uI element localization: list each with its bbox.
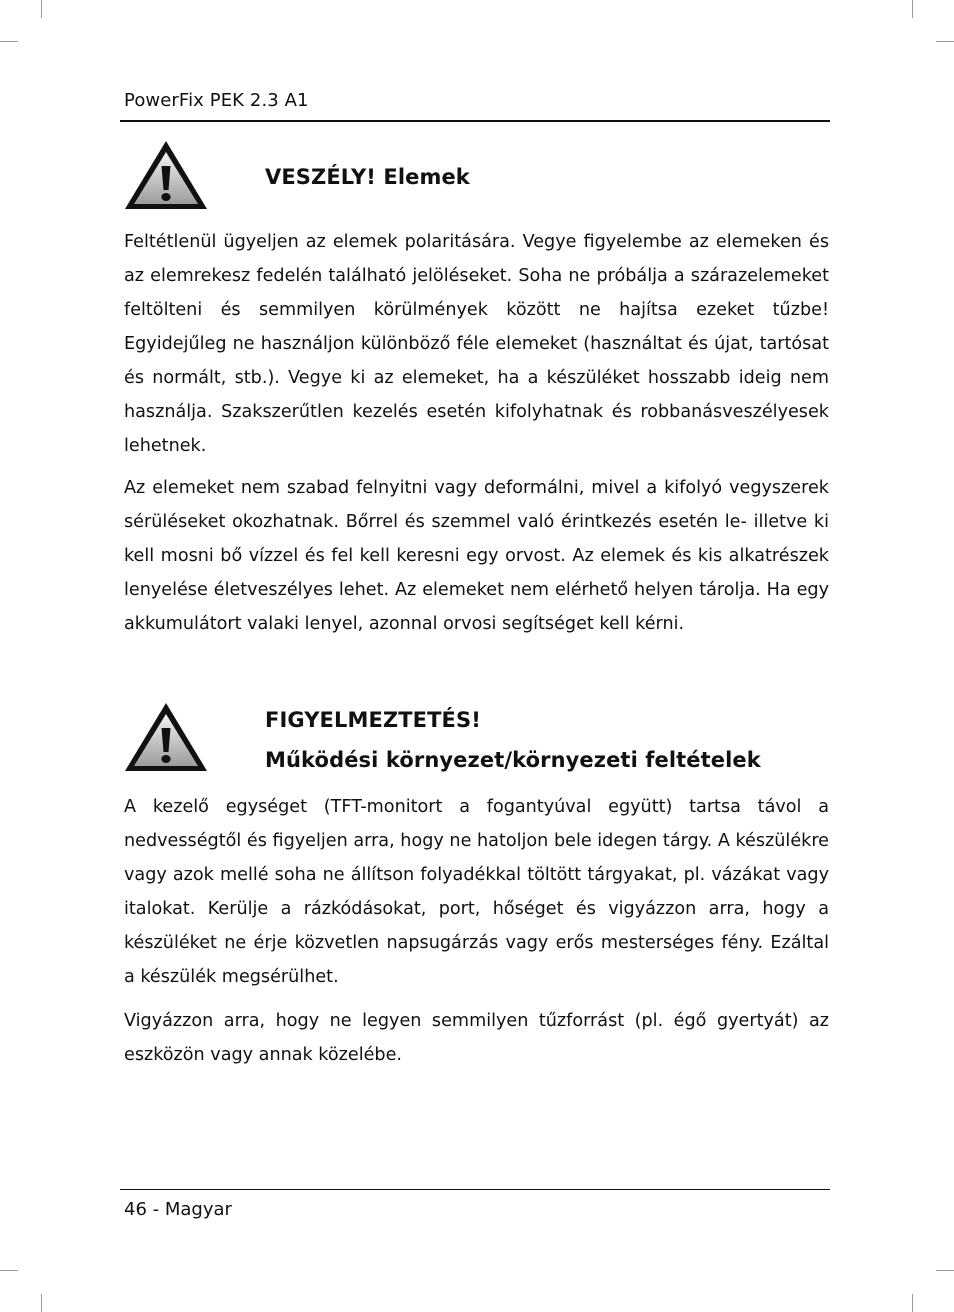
body-paragraph: Az elemeket nem szabad felnyitni vagy deformálni, mivel a kifolyó vegyszerek sérüléseket okozhatnak. Bőrrel és szemmel való érintkezés esetén le- illetve ki kell mosni bő vízzel és fel kell keresni egy orvost. Az elemek és kis alkatrészek lenyelése életveszélyes lehet. Az elemeket nem elérhető helyen tárolja. Ha egy akkumulátort valaki lenyel, azonnal orvosi segítséget kell kérni. [124,478,829,634]
crop-mark [912,0,913,18]
section-subheading: Működési környezet/környezeti feltételek [265,748,761,772]
crop-mark [936,1270,954,1271]
body-paragraph: Feltétlenül ügyeljen az elemek polaritására. Vegye figyelembe az elemeken és az elemrekesz fedelén található jelöléseket. Soha ne próbálja a szárazelemeket feltölteni és semmilyen körülmények között ne hajítsa ezeket tűzbe! Egyidejűleg ne használjon különböző féle elemeket (használtat és újat, tartósat és normált, stb.). Vegye ki az elemeket, ha a készüléket hosszabb ideig nem használja. Szakszerűtlen kezelés esetén kifolyhatnak és robbanásveszélyesek lehetnek. [124,232,829,456]
running-header: PowerFix PEK 2.3 A1 [124,90,309,111]
crop-mark [41,0,42,18]
body-paragraph: A kezelő egységet (TFT-monitort a fogantyúval együtt) tartsa távol a nedvességtől és figyeljen arra, hogy ne hatoljon bele idegen tárgy. A készülékre vagy azok mellé soha ne állítson folyadékkal töltött tárgyakat, pl. vázákat vagy italokat. Kerülje a rázkódásokat, port, hőséget és vigyázzon arra, hogy a készüléket ne érje közvetlen napsugárzás vagy erős mesterséges fény. Ezáltal a készülék megsérülhet. [124,797,829,987]
page-number: 46 - Magyar [124,1199,232,1220]
crop-mark [936,41,954,42]
crop-mark [0,1270,18,1271]
crop-mark [912,1294,913,1312]
footer-rule [120,1189,830,1190]
header-rule [120,120,830,122]
warning-triangle-icon [123,139,209,211]
section-heading: FIGYELMEZTETÉS! [265,708,481,732]
section-heading: VESZÉLY! Elemek [265,165,470,189]
crop-mark [41,1294,42,1312]
crop-mark [0,41,18,42]
body-paragraph: Vigyázzon arra, hogy ne legyen semmilyen tűzforrást (pl. égő gyertyát) az eszközön vagy annak közelébe. [124,1011,829,1065]
warning-triangle-icon [123,701,209,773]
